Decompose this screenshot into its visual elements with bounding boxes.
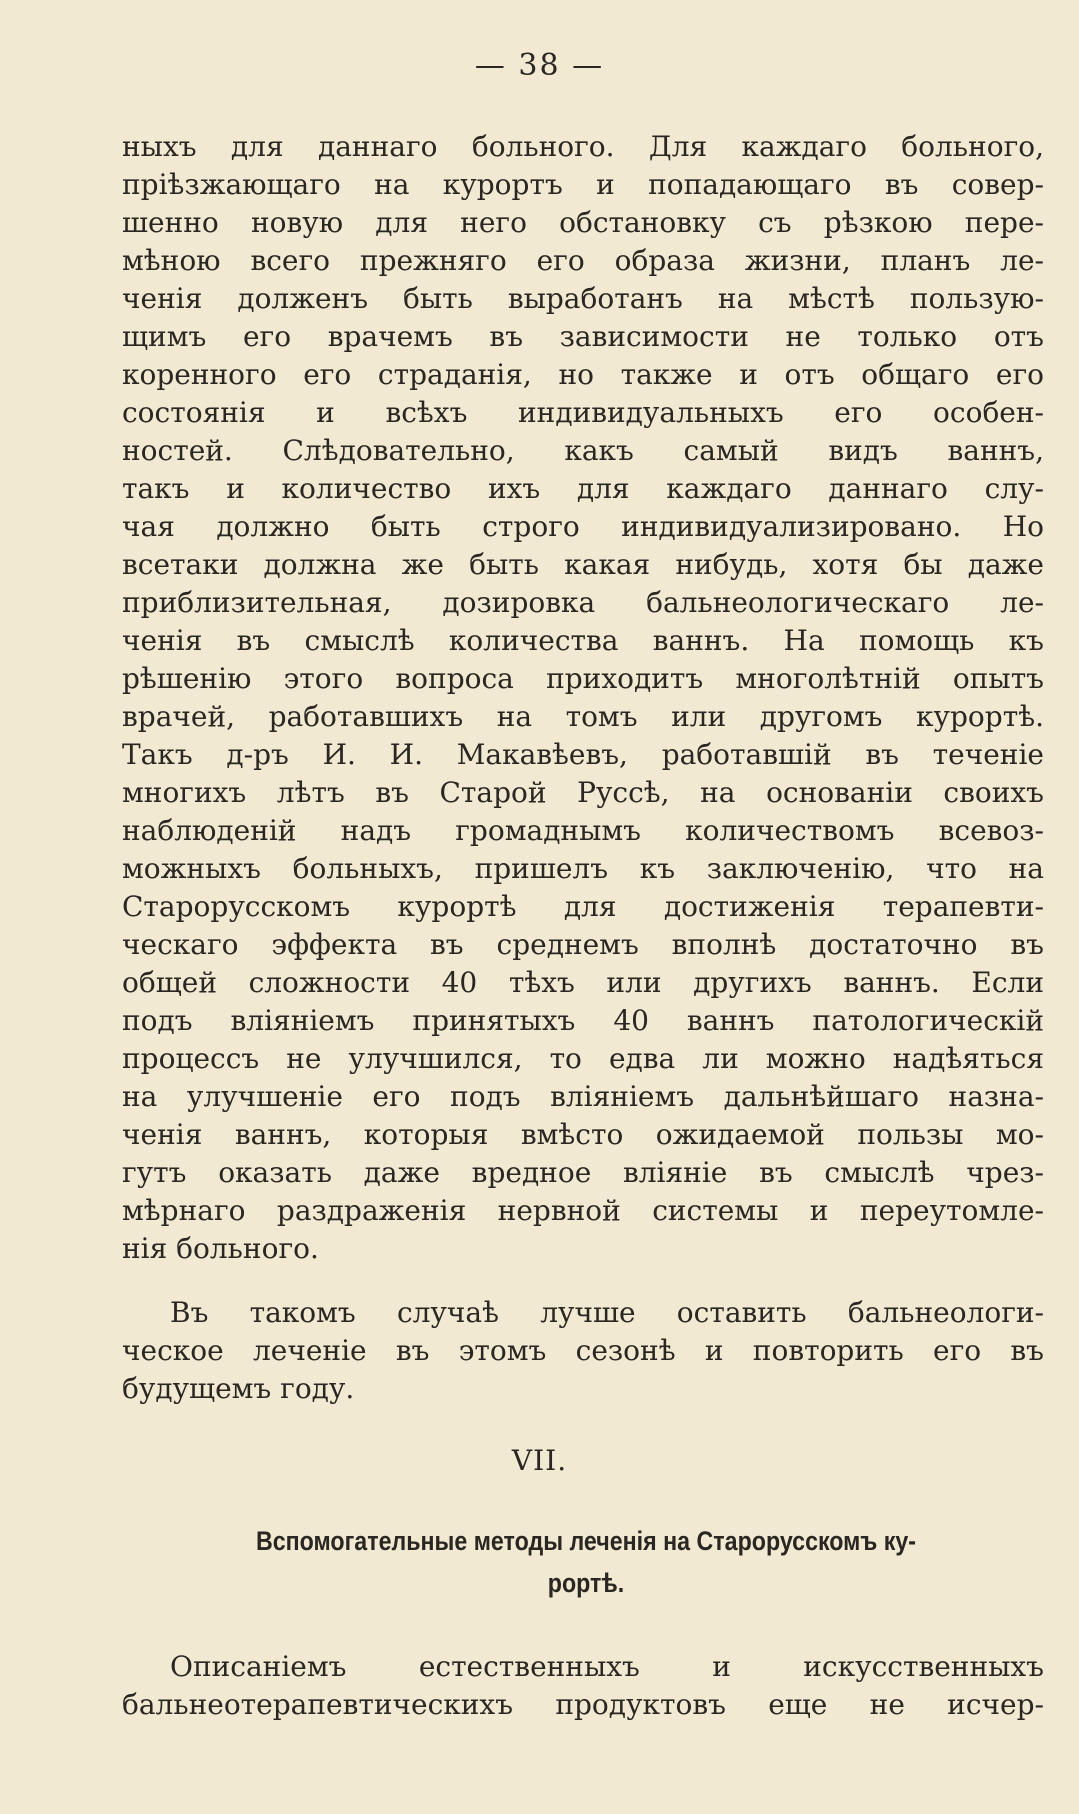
text-line: многихъ лѣтъ въ Старой Руссѣ, на основаніи своихъ <box>122 776 1044 809</box>
paragraph-auxiliary-methods <box>122 1648 1044 1724</box>
text-line: гутъ оказать даже вредное вліяніе въ смыслѣ чрез- <box>122 1156 1044 1189</box>
text-line: состоянія и всѣхъ индивидуальныхъ его особен- <box>122 396 1044 429</box>
text-line: Такъ д-ръ И. И. Макавѣевъ, работавшій въ теченіе <box>122 738 1044 771</box>
text-line: рѣшенію этого вопроса приходитъ многолѣтній опытъ <box>122 662 1044 695</box>
text-line: такъ и количество ихъ для каждаго даннаго слу- <box>122 472 1044 505</box>
paragraph-next-season <box>122 1294 1044 1408</box>
text-line: бальнеотерапевтическихъ продуктовъ еще не исчер- <box>122 1688 1044 1721</box>
text-line: Старорусскомъ курортѣ для достиженія терапевти- <box>122 890 1044 923</box>
text-line: общей сложности 40 тѣхъ или другихъ ваннъ. Если <box>122 966 1044 999</box>
text-line: нія больного. <box>122 1232 319 1265</box>
text-line: приблизительная, дозировка бальнеологическаго ле- <box>122 586 1044 619</box>
page-number: — 38 — <box>474 48 605 83</box>
section-heading-line: рортѣ. <box>547 1568 625 1598</box>
section-number: VII. <box>511 1444 568 1477</box>
text-line: коренного его страданія, но также и отъ общаго его <box>122 358 1044 391</box>
text-line: наблюденій надъ громаднымъ количествомъ всевоз- <box>122 814 1044 847</box>
text-line: подъ вліяніемъ принятыхъ 40 ваннъ патологическій <box>122 1004 1044 1037</box>
text-line: мѣною всего прежняго его образа жизни, планъ ле- <box>122 244 1044 277</box>
text-line: ченія ваннъ, которыя вмѣсто ожидаемой пользы мо- <box>122 1118 1044 1151</box>
section-heading <box>199 1520 973 1604</box>
text-line: чая должно быть строго индивидуализировано. Но <box>122 510 1044 543</box>
text-line: на улучшеніе его подъ вліяніемъ дальнѣйшаго назна- <box>122 1080 1044 1113</box>
text-line: процессъ не улучшился, то едва ли можно надѣяться <box>122 1042 1044 1075</box>
text-line: ченія въ смыслѣ количества ваннъ. На помощь къ <box>122 624 1044 657</box>
text-line: врачей, работавшихъ на томъ или другомъ курортѣ. <box>122 700 1044 733</box>
text-line: мѣрнаго раздраженія нервной системы и переутомле- <box>122 1194 1044 1227</box>
text-line: будущемъ году. <box>122 1372 355 1405</box>
text-line: можныхъ больныхъ, пришелъ къ заключенію, что на <box>122 852 1044 885</box>
text-line: щимъ его врачемъ въ зависимости не только отъ <box>122 320 1044 353</box>
text-line: Описаніемъ естественныхъ и искусственныхъ <box>170 1650 1044 1683</box>
text-line: ческаго эффекта въ среднемъ вполнѣ достаточно въ <box>122 928 1044 961</box>
text-line: ностей. Слѣдовательно, какъ самый видъ ваннъ, <box>122 434 1044 467</box>
text-line: ченія долженъ быть выработанъ на мѣстѣ пользую- <box>122 282 1044 315</box>
section-heading-line: Вспомогательные методы леченія на Старорусскомъ ку- <box>255 1526 917 1556</box>
text-line: всетаки должна же быть какая нибудь, хотя бы даже <box>122 548 1044 581</box>
text-line: Въ такомъ случаѣ лучше оставить бальнеологи- <box>170 1296 1044 1329</box>
text-line: шенно новую для него обстановку съ рѣзкою пере- <box>122 206 1044 239</box>
text-line: пріѣзжающаго на курортъ и попадающаго въ совер- <box>122 168 1044 201</box>
text-line: ческое леченіе въ этомъ сезонѣ и повторить его въ <box>122 1334 1044 1367</box>
paragraph-bath-dosage <box>122 128 1044 1268</box>
text-line: ныхъ для даннаго больного. Для каждаго больного, <box>122 130 1044 163</box>
